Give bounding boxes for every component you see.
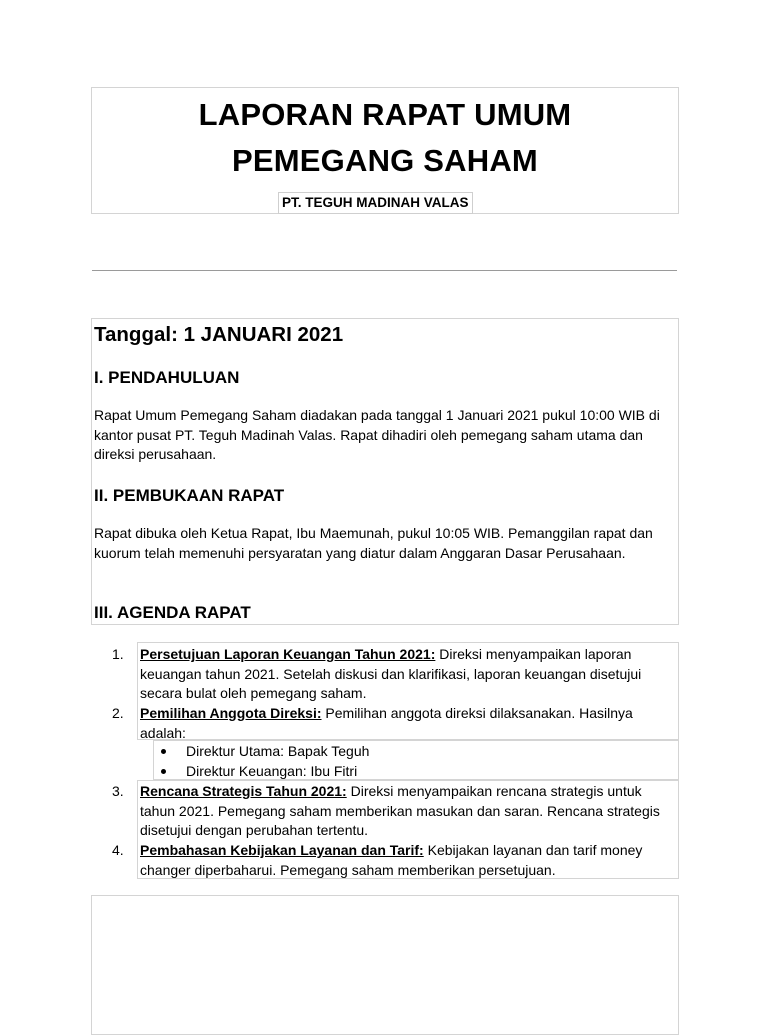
agenda-item-number: 1. bbox=[112, 646, 124, 662]
report-title-line-2: PEMEGANG SAHAM bbox=[232, 143, 538, 178]
meeting-date: Tanggal: 1 JANUARI 2021 bbox=[94, 323, 344, 346]
agenda-item-title: Rencana Strategis Tahun 2021: bbox=[140, 783, 347, 799]
report-title-line-1: LAPORAN RAPAT UMUM bbox=[198, 97, 572, 132]
agenda-item-title: Persetujuan Laporan Keuangan Tahun 2021: bbox=[140, 646, 436, 662]
agenda-item-title: Pemilihan Anggota Direksi: bbox=[140, 705, 322, 721]
bullet-icon bbox=[161, 749, 166, 754]
agenda-item-2 bbox=[112, 704, 678, 743]
director-list: Direktur Utama: Bapak Teguh Direktur Keuangan: Ibu Fitri bbox=[153, 740, 679, 780]
report-header bbox=[91, 87, 679, 214]
agenda-item-text: Kebijakan layanan dan tarif money changer diperbaharui. Pemegang saham memberikan persetujuan. bbox=[140, 842, 643, 878]
agenda-item-number: 4. bbox=[112, 842, 124, 858]
agenda-item-1 bbox=[112, 645, 678, 704]
next-section-box bbox=[91, 895, 679, 1035]
section-heading-agenda: III. AGENDA RAPAT bbox=[94, 603, 251, 622]
agenda-list-part-2 bbox=[112, 780, 679, 879]
agenda-item-3 bbox=[112, 782, 678, 841]
agenda-list-part-1 bbox=[112, 642, 679, 741]
introduction-paragraph: Rapat Umum Pemegang Saham diadakan pada tanggal 1 Januari 2021 pukul 10:00 WIB di kantor pusat PT. Teguh Madinah Valas. Rapat dihadiri oleh pemegang saham utama dan direksi perusahaan. bbox=[94, 407, 660, 462]
agenda-item-text: Pemilihan anggota direksi dilaksanakan. Hasilnya adalah: bbox=[140, 705, 633, 741]
section-heading-introduction: I. PENDAHULUAN bbox=[94, 368, 240, 387]
agenda-item-4 bbox=[112, 841, 678, 880]
bullet-icon bbox=[161, 769, 166, 774]
agenda-item-text: Direksi menyampaikan rencana strategis untuk tahun 2021. Pemegang saham memberikan masukan dan saran. Rencana strategis disetujui dengan perubahan tertentu. bbox=[140, 783, 660, 838]
agenda-item-number: 3. bbox=[112, 783, 124, 799]
section-heading-opening: II. PEMBUKAAN RAPAT bbox=[94, 486, 285, 505]
company-name: PT. TEGUH MADINAH VALAS bbox=[278, 192, 473, 214]
agenda-item-title: Pembahasan Kebijakan Layanan dan Tarif: bbox=[140, 842, 424, 858]
report-title bbox=[92, 92, 678, 184]
agenda-item-number: 2. bbox=[112, 705, 124, 721]
agenda-item-text: Direksi menyampaikan laporan keuangan tahun 2021. Setelah diskusi dan klarifikasi, laporan keuangan disetujui secara bulat oleh pemegang saham. bbox=[140, 646, 642, 701]
opening-paragraph: Rapat dibuka oleh Ketua Rapat, Ibu Maemunah, pukul 10:05 WIB. Pemanggilan rapat dan kuorum telah memenuhi persyaratan yang diatur dalam Anggaran Dasar Perusahaan. bbox=[94, 525, 653, 561]
horizontal-divider bbox=[92, 270, 677, 271]
report-body bbox=[91, 318, 679, 625]
